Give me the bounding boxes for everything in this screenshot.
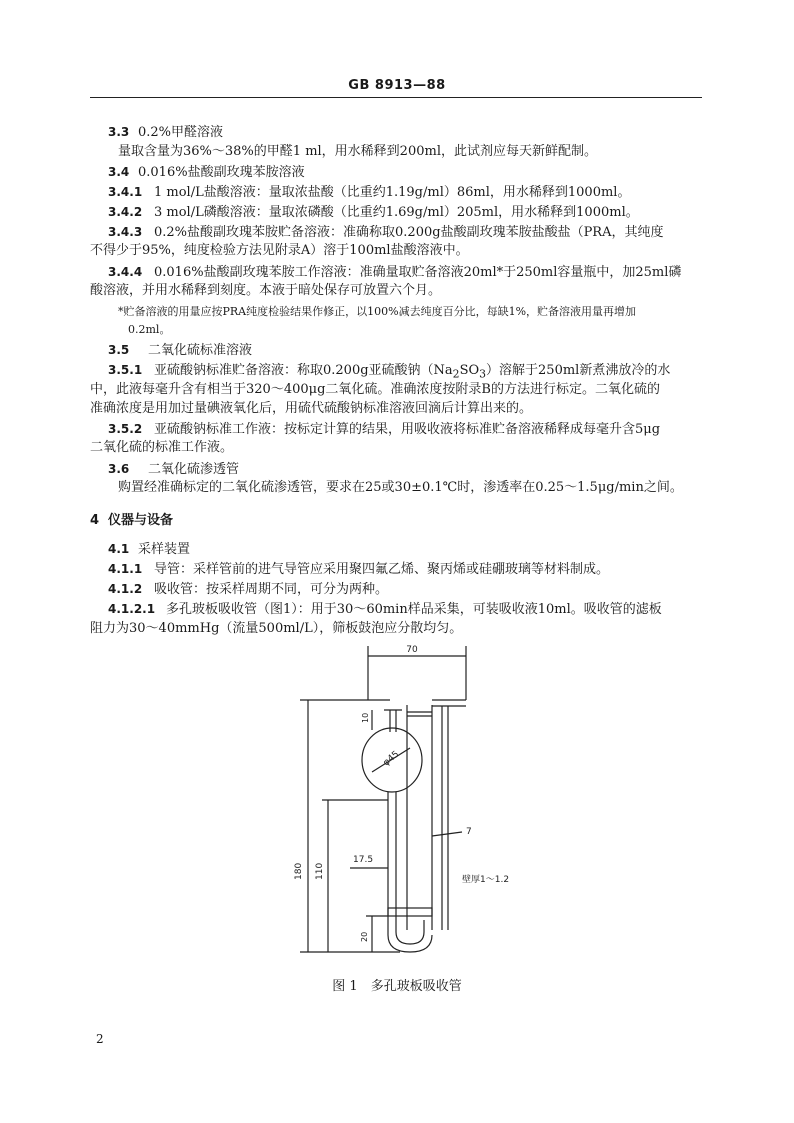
wall-thickness-note: 壁厚1～1.2 (462, 875, 510, 885)
section-3-5-2-line2: 二氧化硫的标准工作液。 (90, 440, 234, 455)
section-text: 0.2%盐酸副玫瑰苯胺贮备溶液：准确称取0.200g盐酸副玫瑰苯胺盐酸盐（PRA，其纯度 (154, 225, 664, 240)
section-number: 3.4.2 (108, 205, 143, 219)
section-number: 4.1 (108, 542, 130, 556)
standard-code-header: GB 8913—88 (348, 78, 446, 93)
section-number: 4.1.2 (108, 582, 143, 596)
dim-phi45-label: φ45 (381, 749, 402, 769)
section-text: 多孔玻板吸收管（图1）：用于30～60min样品采集，可装吸收液10ml。吸收管的滤板 (166, 602, 662, 617)
section-number: 4 (90, 513, 100, 528)
page-number: 2 (96, 1032, 104, 1046)
dim-17-5-label: 17.5 (353, 855, 374, 865)
section-title: 二氧化硫渗透管 (148, 462, 240, 477)
dim-70-label: 70 (406, 645, 418, 655)
dim-10-label: 10 (361, 712, 370, 723)
dim-20-label: 20 (360, 931, 369, 942)
section-number: 4.1.1 (108, 562, 143, 576)
subscript-3: 3 (479, 367, 487, 381)
section-number: 3.5.1 (108, 363, 143, 377)
footnote-line2: 0.2ml。 (128, 323, 171, 336)
u-bend-outer (388, 920, 432, 952)
section-text-c: ）溶解于250ml新煮沸放冷的水 (486, 363, 671, 378)
section-3-4-4-line2: 酸溶液，并用水稀释到刻度。本液于暗处保存可放置六个月。 (90, 283, 442, 298)
section-number: 3.5 (108, 343, 130, 357)
section-3-5-1-line2: 中，此液每毫升含有相当于320～400μg二氧化硫。准确浓度按附录B的方法进行标定。二氧化硫的 (90, 382, 660, 397)
section-title: 采样装置 (138, 542, 191, 557)
section-number: 4.1.2.1 (108, 602, 156, 616)
section-text: 0.016%盐酸副玫瑰苯胺工作溶液：准确量取贮备溶液20ml*于250ml容量瓶中，加25ml磷 (154, 265, 682, 280)
dim-180-label: 180 (294, 862, 304, 880)
section-title: 0.016%盐酸副玫瑰苯胺溶液 (138, 165, 305, 180)
section-text: 3 mol/L磷酸溶液：量取浓磷酸（比重约1.69g/ml）205ml，用水稀释到1000ml。 (154, 205, 639, 220)
dim-7-leader (432, 832, 462, 836)
section-3-4-3-line2: 不得少于95%，纯度检验方法见附录A）溶于100ml盐酸溶液中。 (90, 243, 469, 258)
section-text: 亚硫酸钠标准工作液：按标定计算的结果，用吸收液将标准贮备溶液稀释成每毫升含5μg (154, 422, 661, 437)
section-number: 3.4.4 (108, 265, 143, 279)
fritted-plate (388, 908, 432, 916)
section-text: 1 mol/L盐酸溶液：量取浓盐酸（比重约1.19g/ml）86ml，用水稀释到1000ml。 (154, 185, 631, 200)
section-text: 吸收管：按采样周期不同，可分为两种。 (154, 582, 389, 597)
section-number: 3.4 (108, 165, 130, 179)
u-bend-inner (396, 920, 424, 944)
section-3-5-1-line3: 准确浓度是用加过量碘液氧化后，用硫代硫酸钠标准溶液回滴后计算出来的。 (90, 401, 533, 416)
section-text-a: 亚硫酸钠标准贮备溶液：称取0.200g亚硫酸钠（Na (154, 363, 453, 378)
section-number: 3.6 (108, 462, 130, 476)
dim-7-label: 7 (466, 827, 472, 837)
section-number: 3.4.3 (108, 225, 143, 239)
section-4-1-2-1-line2: 阻力为30～40mmHg（流量500ml/L），筛板鼓泡应分散均匀。 (90, 621, 463, 636)
section-title: 仪器与设备 (108, 513, 174, 528)
section-number: 3.3 (108, 125, 130, 139)
section-number: 3.5.2 (108, 422, 143, 436)
section-number: 3.4.1 (108, 185, 143, 199)
section-3-6-body: 购置经准确标定的二氧化硫渗透管，要求在25或30±0.1℃时，渗透率在0.25～1.5μg/min之间。 (118, 480, 683, 495)
section-text: 导管：采样管前的进气导管应采用聚四氟乙烯、聚丙烯或硅硼玻璃等材料制成。 (154, 562, 610, 577)
footnote-line1: *贮备溶液的用量应按PRA纯度检验结果作修正，以100%减去纯度百分比，每缺1%，贮备溶液用量再增加 (118, 305, 637, 318)
subscript-2: 2 (452, 367, 460, 381)
dim-110-label: 110 (315, 862, 325, 880)
section-3-3-body: 量取含量为36%～38%的甲醛1 ml，用水稀释到200ml，此试剂应每天新鲜配制。 (118, 144, 597, 159)
section-title: 二氧化硫标准溶液 (148, 343, 253, 358)
figure-caption: 图 1 多孔玻板吸收管 (332, 979, 462, 994)
section-title: 0.2%甲醛溶液 (138, 125, 224, 140)
section-text-b: SO (459, 363, 480, 378)
